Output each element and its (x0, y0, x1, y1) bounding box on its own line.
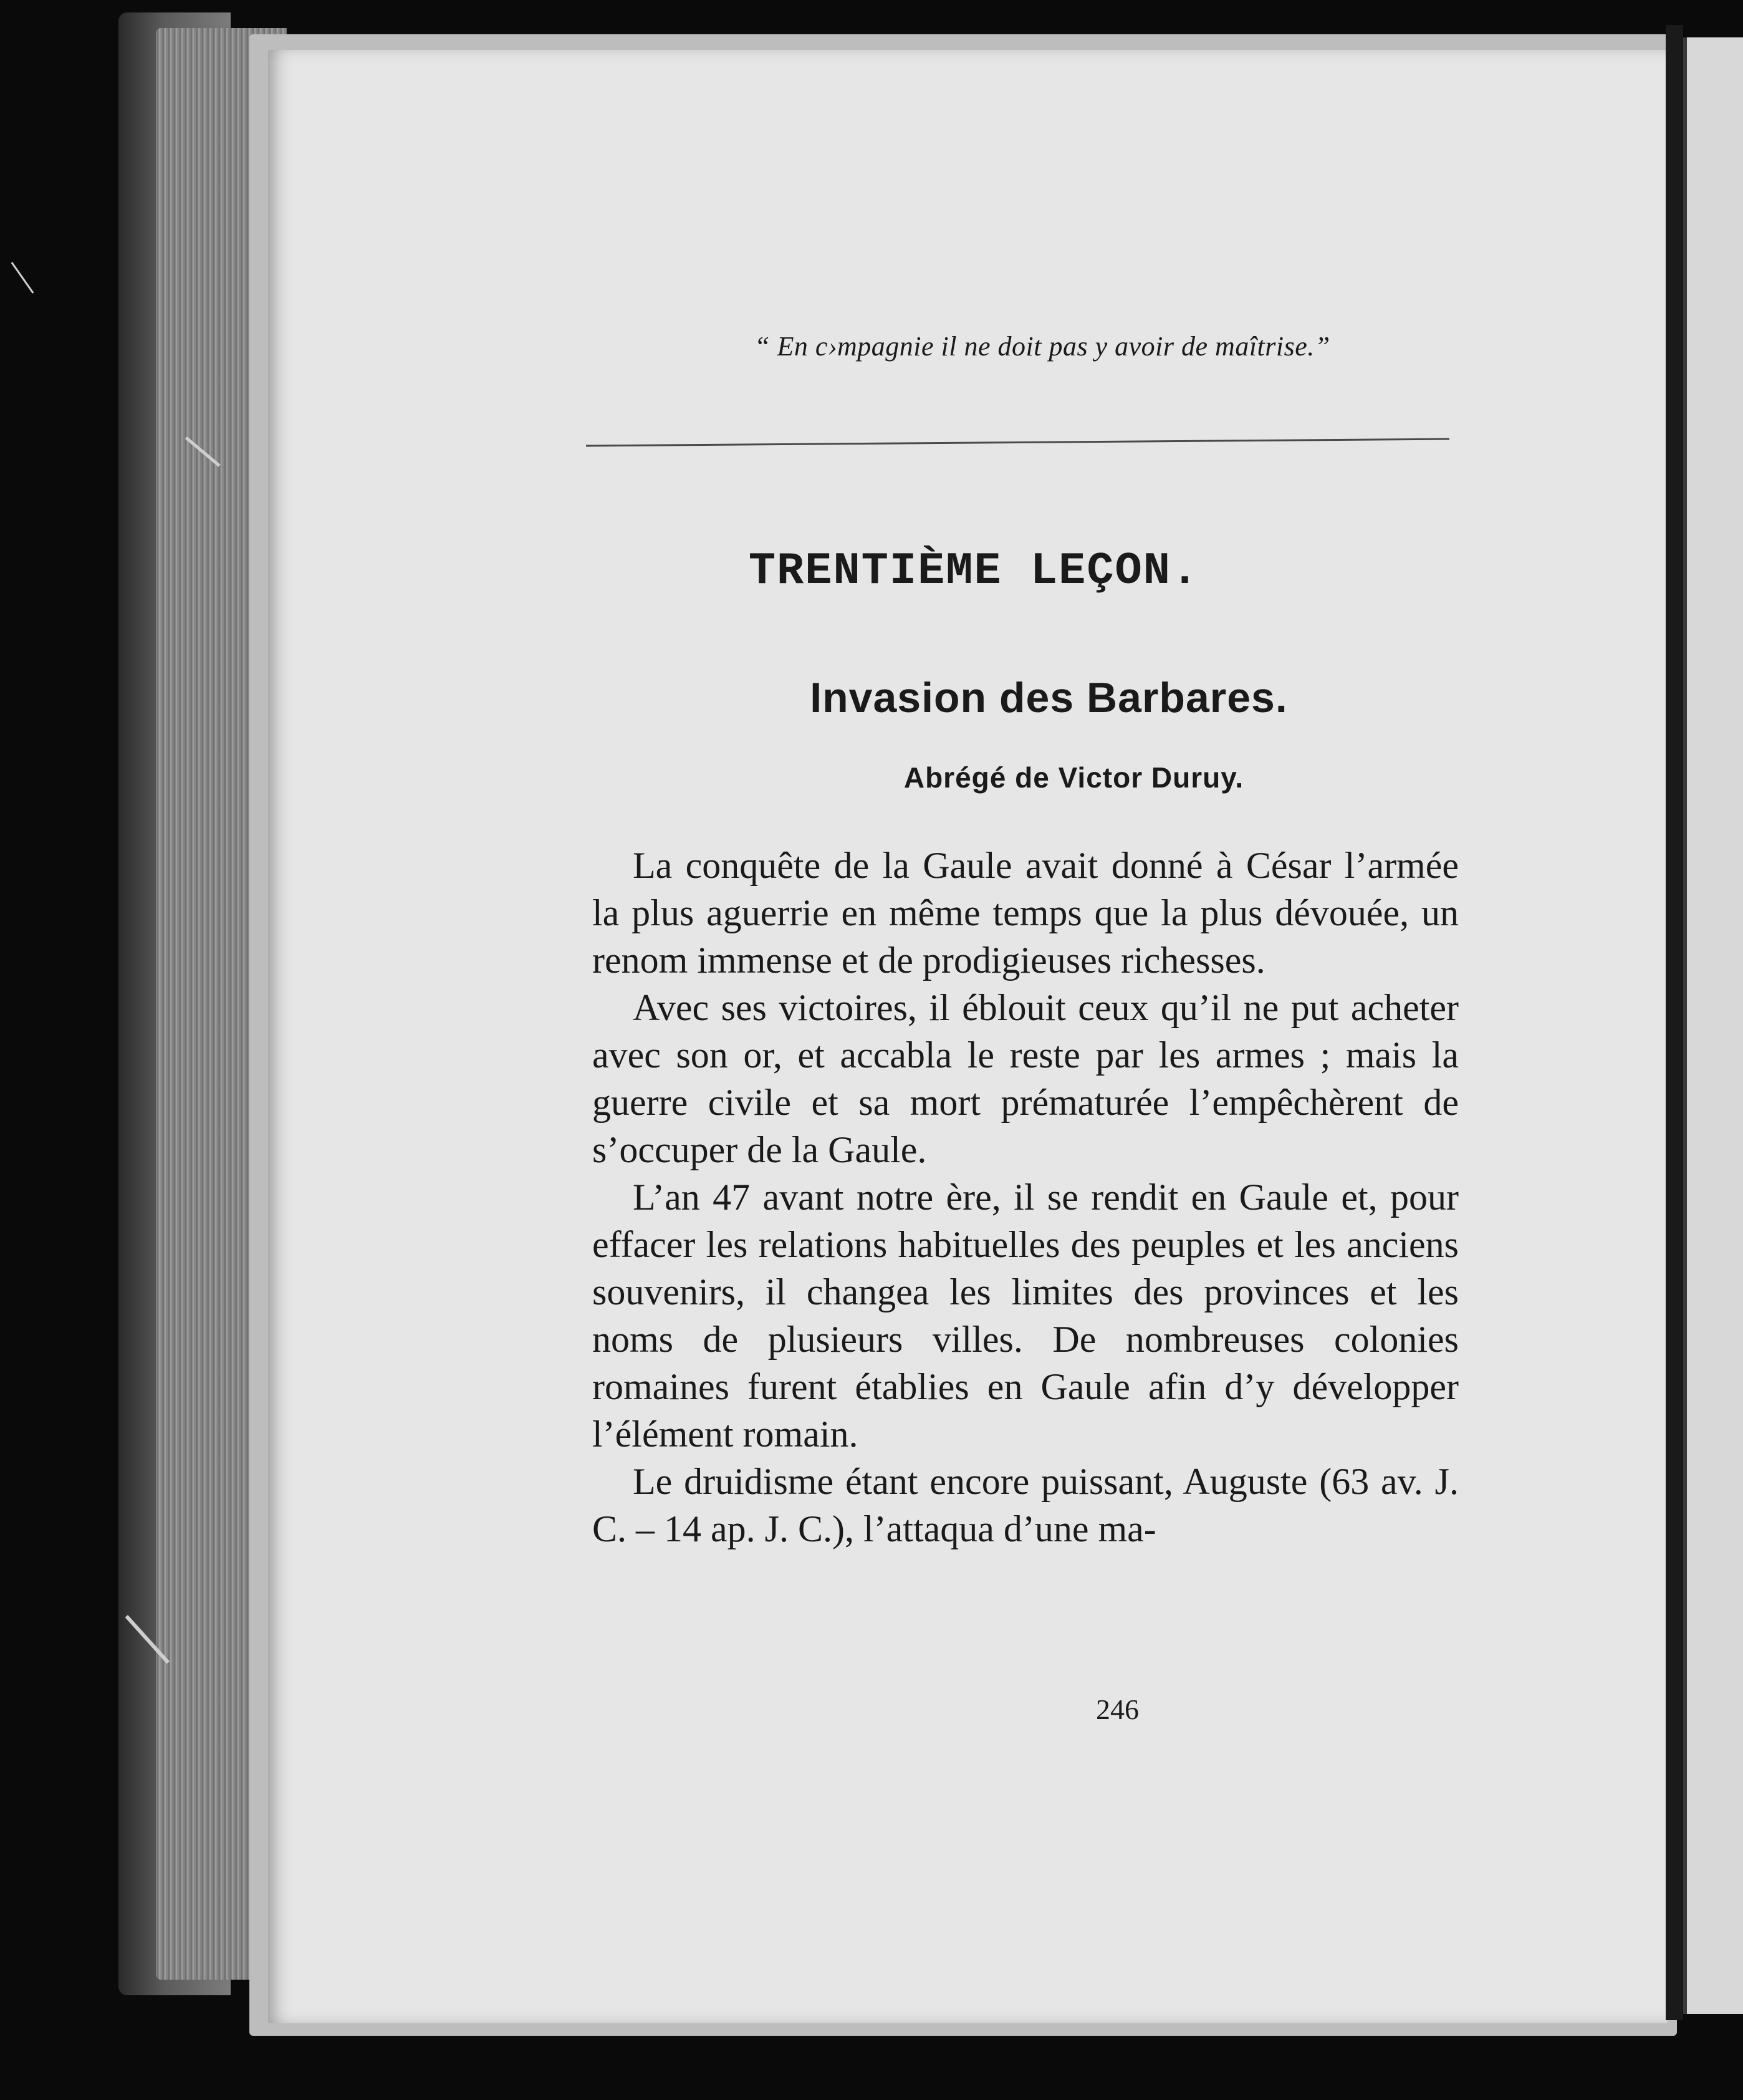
page-number: 246 (1096, 1693, 1139, 1725)
body-text (592, 842, 1459, 1553)
paragraph: Le druidisme étant encore puissant, Auguste (63 av. J. C. – 14 ap. J. C.), l’attaqua d’une ma- (592, 1461, 1459, 1549)
lesson-subtitle: Invasion des Barbares. (810, 674, 1288, 721)
page-content (268, 50, 1668, 2023)
lesson-title: TRENTIÈME LEÇON. (748, 546, 1200, 597)
paragraph: L’an 47 avant notre ère, il se rendit en Gaule et, pour effacer les relations habituelles des peuples et les anciens souvenirs, il changea les limites des provinces et les noms de plusieurs villes. De nombreuses colonies romaines furent établies en Gaule afin d’y développer l’élément romain. (592, 1177, 1459, 1455)
paragraph: La conquête de la Gaule avait donné à César l’armée la plus aguerrie en même temps que la plus dévouée, un renom immense et de prodigieuses richesses. (592, 845, 1459, 981)
byline: Abrégé de Victor Duruy. (903, 761, 1244, 794)
epigraph-quote: “ En c›mpagnie il ne doit pas y avoir de maîtrise.” (754, 331, 1330, 362)
scan-scratch (11, 262, 34, 294)
paragraph: Avec ses victoires, il éblouit ceux qu’il ne put acheter avec son or, et accabla le reste par les armes ; mais la guerre civile et sa mort prématurée l’empêchèrent de s’occuper de la Gaule. (592, 987, 1459, 1170)
horizontal-rule (586, 438, 1449, 447)
